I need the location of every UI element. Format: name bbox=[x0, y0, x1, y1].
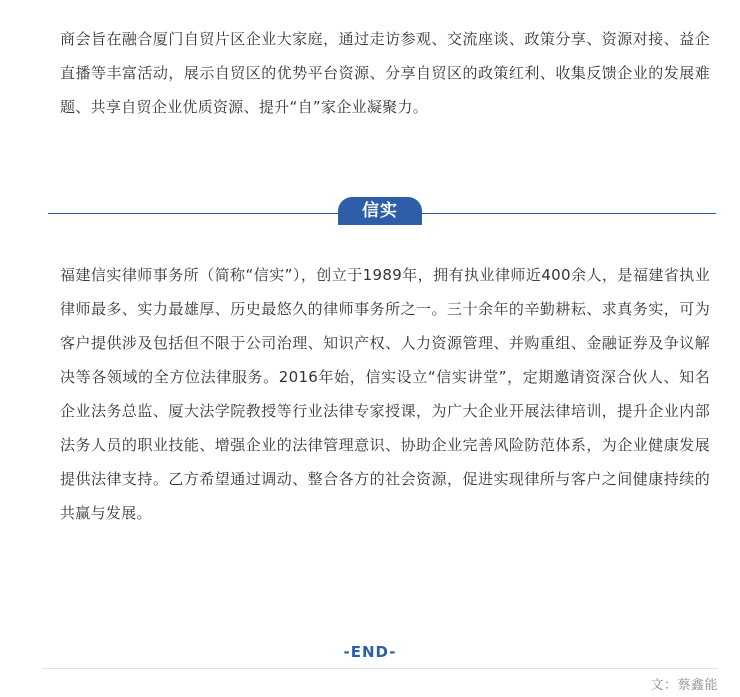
author-credit: 文：蔡鑫能 bbox=[650, 678, 718, 693]
intro-paragraph: 商会旨在融合厦门自贸片区企业大家庭，通过走访参观、交流座谈、政策分享、资源对接、益企直播等丰富活动，展示自贸区的优势平台资源、分享自贸区的政策红利、收集反馈企业的发展难题、共享自贸企业优质资源、提升“自”家企业凝聚力。 bbox=[60, 30, 710, 116]
body-paragraph: 福建信实律师事务所（简称“信实”），创立于1989年，拥有执业律师近400余人，是福建省执业律师最多、实力最雄厚、历史最悠久的律师事务所之一。三十余年的辛勤耕耘、求真务实，可为客户提供涉及包括但不限于公司治理、知识产权、人力资源管理、并购重组、金融证券及争议解决等各领域的全方位法律服务。2016年始，信实设立“信实讲堂”，定期邀请资深合伙人、知名企业法务总监、厦大法学院教授等行业法律专家授课，为广大企业开展法律培训，提升企业内部法务人员的职业技能、增强企业的法律管理意识、协助企业完善风险防范体系，为企业健康发展提供法律支持。乙方希望通过调动、整合各方的社会资源，促进实现律所与客户之间健康持续的共赢与发展。 bbox=[60, 266, 710, 522]
section-title-badge: 信实 bbox=[338, 197, 422, 225]
footer-divider bbox=[42, 668, 718, 669]
section-divider bbox=[48, 195, 716, 229]
end-mark: -END- bbox=[343, 643, 397, 661]
